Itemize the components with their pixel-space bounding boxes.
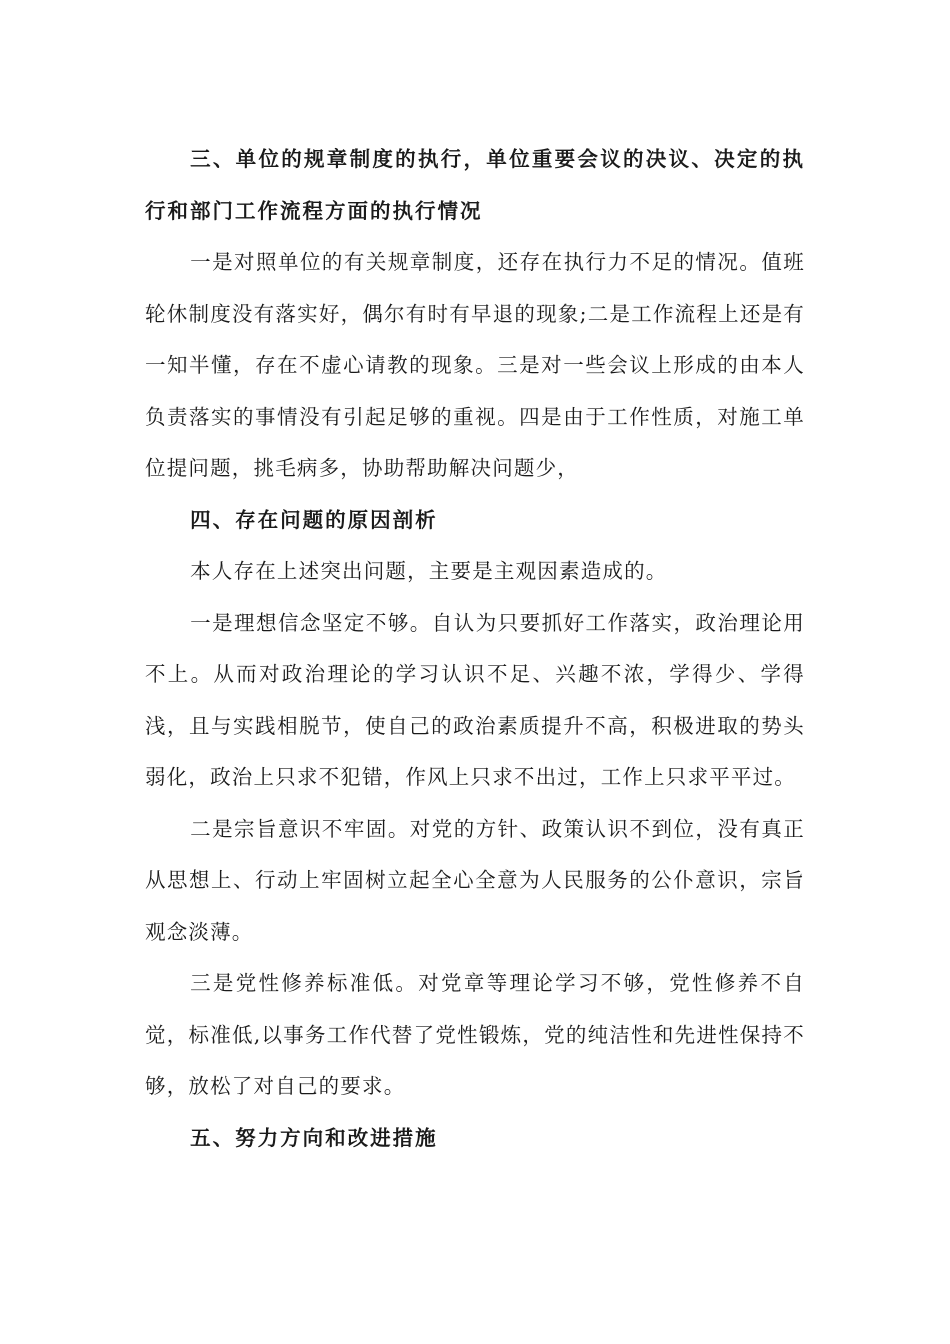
paragraph-cause-intro: 本人存在上述突出问题，主要是主观因素造成的。 xyxy=(190,559,668,583)
section-heading-5: 五、努力方向和改进措施 xyxy=(190,1125,438,1150)
section-heading-3: 三、单位的规章制度的执行，单位重要会议的决议、决定的执行和部门工作流程方面的执行情况 xyxy=(145,147,805,223)
paragraph-cause-purpose: 二是宗旨意识不牢固。对党的方针、政策认识不到位，没有真正从思想上、行动上牢固树立起全心全意为人民服务的公仆意识，宗旨观念淡薄。 xyxy=(145,816,805,944)
paragraph-cause-ideals: 一是理想信念坚定不够。自认为只要抓好工作落实，政治理论用不上。从而对政治理论的学习认识不足、兴趣不浓，学得少、学得浅，且与实践相脱节，使自己的政治素质提升不高，积极进取的势头弱化，政治上只求不犯错，作风上只求不出过，工作上只求平平过。 xyxy=(145,610,805,789)
paragraph-execution-issues: 一是对照单位的有关规章制度，还存在执行力不足的情况。值班轮休制度没有落实好，偶尔有时有早退的现象;二是工作流程上还是有一知半懂，存在不虚心请教的现象。三是对一些会议上形成的由本人负责落实的事情没有引起足够的重视。四是由于工作性质，对施工单位提问题，挑毛病多，协助帮助解决问题少， xyxy=(145,250,805,480)
paragraph-cause-party-spirit: 三是党性修养标准低。对党章等理论学习不够，党性修养不自觉，标准低,以事务工作代替了党性锻炼，党的纯洁性和先进性保持不够，放松了对自己的要求。 xyxy=(145,971,805,1098)
document-page xyxy=(145,134,805,1164)
section-heading-4: 四、存在问题的原因剖析 xyxy=(190,507,438,532)
